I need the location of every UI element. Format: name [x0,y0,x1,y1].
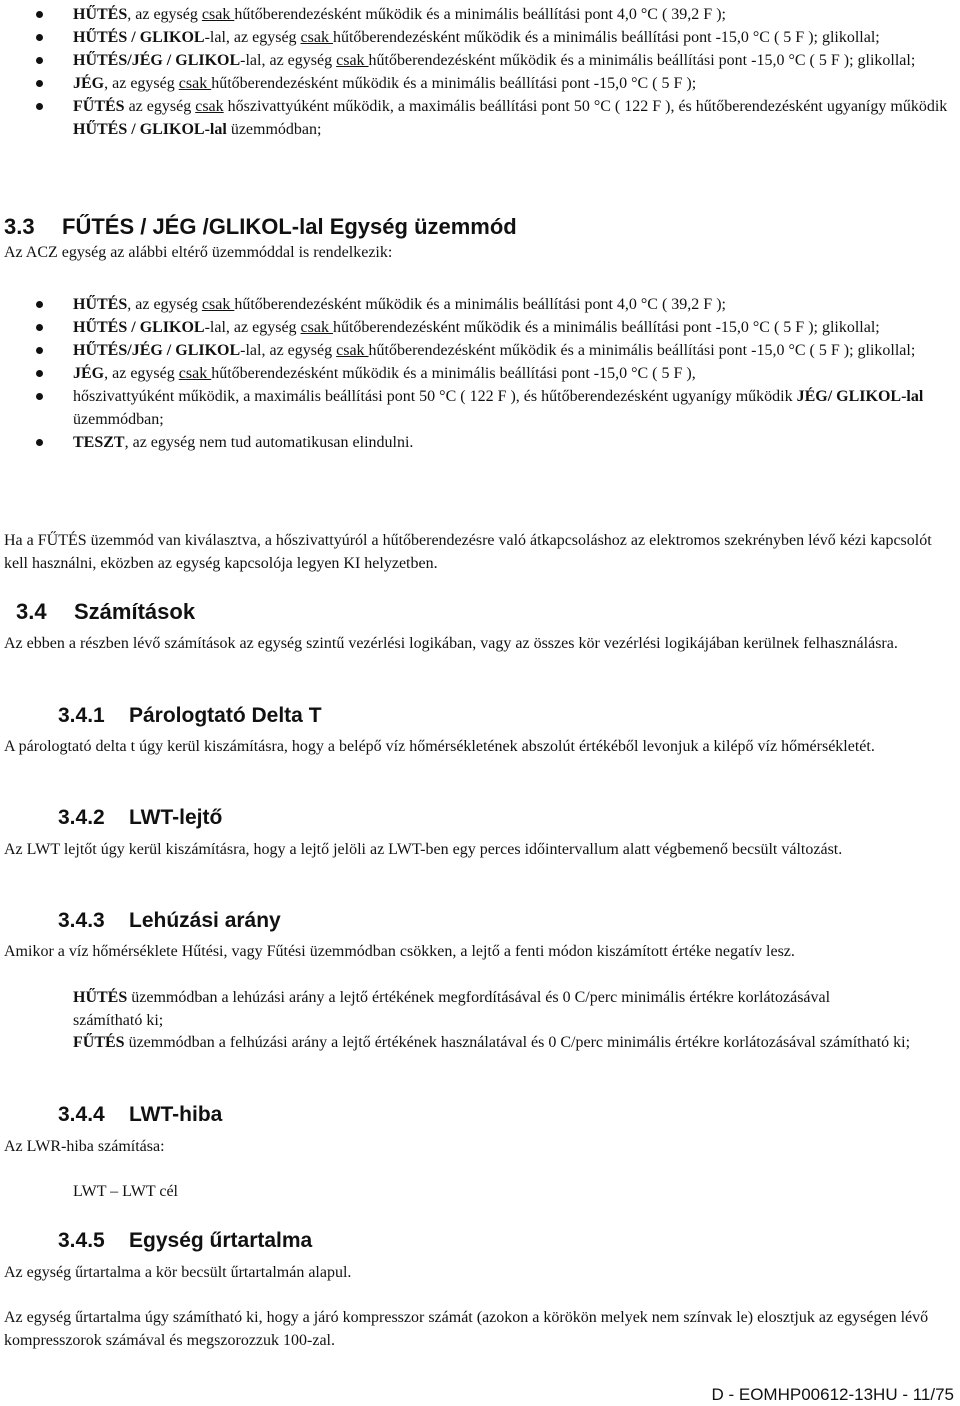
section-heading-3-4-3: 3.4.3 Lehúzási arány [58,909,281,932]
list-item: HŰTÉS / GLIKOL-lal, az egység csak hűtőberendezésként működik és a minimális beállítási pont -15,0 °C ( 5 F ); glikollal; [0,26,960,49]
section-heading-3-4-2: 3.4.2 LWT-lejtő [58,806,223,829]
section-heading-3-4-5: 3.4.5 Egység űrtartalma [58,1229,313,1252]
top-mode-list [0,3,960,141]
section-text: A párologtató delta t úgy kerül kiszámításra, hogy a belépő víz hőmérsékletének abszolút értékéből levonjuk a kilépő víz hőmérsékletét. [4,738,875,755]
section-text: Az LWT lejtőt úgy kerül kiszámításra, hogy a lejtő jelöli az LWT-ben egy perces időintervallum alatt végbemenő becsült változást. [4,841,843,858]
section-text: Az egység űrtartalma a kör becsült űrtartalmán alapul. [4,1264,352,1281]
section-text: Az LWR-hiba számítása: [4,1138,165,1155]
heating-pullup-text: FŰTÉS üzemmódban a felhúzási arány a lejtő értékének használatával és 0 C/perc minimális értékre korlátozásával számítható ki; [73,1034,911,1051]
lwt-error-formula: LWT – LWT cél [73,1183,178,1200]
section-text: Az ebben a részben lévő számítások az egység szintű vezérlési logikában, vagy az összes kör vezérlési logikájában kerülnek felhasználásra. [4,635,898,652]
section-text: Az egység űrtartalma úgy számítható ki, hogy a járó kompresszor számát (azokon a körökön melyek nem színvak le) elosztjuk az egységen lévő kompresszorok számával és megszorozzuk 100-zal. [4,1309,929,1349]
list-item: JÉG, az egység csak hűtőberendezésként működik és a minimális beállítási pont -15,0 °C ( 5 F ); [0,72,960,95]
section-text: Amikor a víz hőmérséklete Hűtési, vagy Fűtési üzemmódban csökken, a lejtő a fenti módon kiszámított értéke negatív lesz. [4,943,795,960]
page-footer: D - EOMHP00612-13HU - 11/75 [711,1385,954,1404]
list-item: HŰTÉS/JÉG / GLIKOL-lal, az egység csak hűtőberendezésként működik és a minimális beállítási pont -15,0 °C ( 5 F ); glikollal; [0,339,960,362]
list-item: HŰTÉS, az egység csak hűtőberendezésként működik és a minimális beállítási pont 4,0 °C ( 39,2 F ); [0,3,960,26]
section-3-3-mode-list [0,293,960,454]
heating-mode-note: Ha a FŰTÉS üzemmód van kiválasztva, a hőszivattyúról a hűtőberendezésre való átkapcsoláshoz az elektromos szekrényben lévő kézi kapcsolót kell használni, eközben az egység kapcsolója legyen KI helyzetben. [4,532,932,572]
list-item: HŰTÉS / GLIKOL-lal, az egység csak hűtőberendezésként működik és a minimális beállítási pont -15,0 °C ( 5 F ); glikollal; [0,316,960,339]
section-heading-3-4-4: 3.4.4 LWT-hiba [58,1103,223,1126]
section-heading-3-3: 3.3 FŰTÉS / JÉG /GLIKOL-lal Egység üzemmód [4,214,517,239]
list-item: HŰTÉS, az egység csak hűtőberendezésként működik és a minimális beállítási pont 4,0 °C ( 39,2 F ); [0,293,960,316]
list-item: TESZT, az egység nem tud automatikusan elindulni. [0,431,960,454]
section-intro: Az ACZ egység az alábbi eltérő üzemmóddal is rendelkezik: [4,244,393,261]
list-item: FŰTÉS az egység csak hőszivattyúként működik, a maximális beállítási pont 50 °C ( 122 F ), és hűtőberendezésként ugyanígy működik HŰTÉS / GLIKOL-lal üzemmódban; [0,95,960,141]
list-item: JÉG, az egység csak hűtőberendezésként működik és a minimális beállítási pont -15,0 °C ( 5 F ), [0,362,960,385]
cooling-pulldown-text: HŰTÉS üzemmódban a lehúzási arány a lejtő értékének megfordításával és 0 C/perc minimális értékre korlátozásával számítható ki; [73,989,831,1029]
list-item: hőszivattyúként működik, a maximális beállítási pont 50 °C ( 122 F ), és hűtőberendezésként ugyanígy működik JÉG/ GLIKOL-lal üzemmódban; [0,385,960,431]
section-heading-3-4: 3.4 Számítások [16,599,196,624]
section-heading-3-4-1: 3.4.1 Párologtató Delta T [58,704,322,727]
list-item: HŰTÉS/JÉG / GLIKOL-lal, az egység csak hűtőberendezésként működik és a minimális beállítási pont -15,0 °C ( 5 F ); glikollal; [0,49,960,72]
